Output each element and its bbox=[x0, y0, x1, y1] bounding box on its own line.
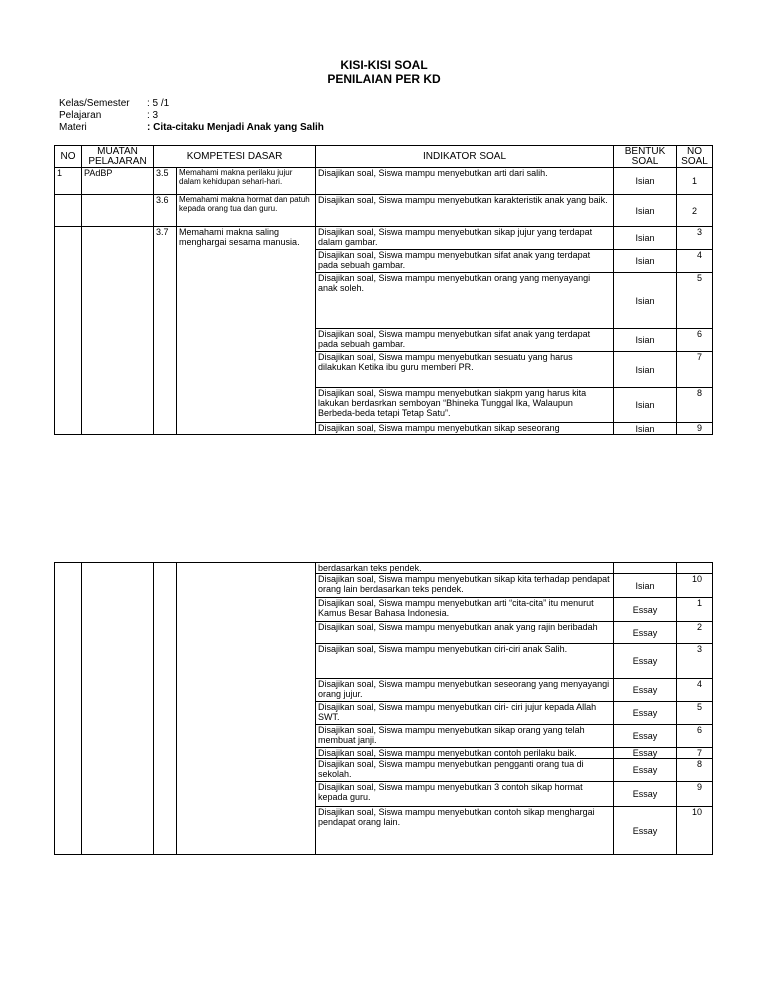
indikator-cell: Disajikan soal, Siswa mampu menyebutkan ciri- ciri jujur kepada Allah SWT. bbox=[316, 702, 614, 725]
indikator-cell: Disajikan soal, Siswa mampu menyebutkan sikap orang yang telah membuat janji. bbox=[316, 725, 614, 748]
nosoal-cell: 4 bbox=[677, 250, 713, 273]
nosoal-cell: 8 bbox=[677, 759, 713, 782]
indikator-cell: Disajikan soal, Siswa mampu menyebutkan sesuatu yang harus dilakukan Ketika ibu guru memberi PR. bbox=[316, 352, 614, 388]
nosoal-cell: 4 bbox=[677, 679, 713, 702]
kd-text bbox=[177, 563, 316, 855]
bentuk-cell: Essay bbox=[614, 622, 677, 644]
bentuk-cell: Essay bbox=[614, 598, 677, 622]
bentuk-cell bbox=[614, 563, 677, 574]
kd-text: Memahami makna saling menghargai sesama manusia. bbox=[177, 227, 316, 435]
table-row bbox=[55, 168, 713, 195]
meta-label: Materi bbox=[59, 122, 87, 133]
bentuk-cell: Essay bbox=[614, 679, 677, 702]
nosoal-cell: 6 bbox=[677, 329, 713, 352]
bentuk-cell: Isian bbox=[614, 168, 677, 195]
meta-label: Pelajaran bbox=[59, 110, 102, 121]
header-kd: KOMPETESI DASAR bbox=[154, 146, 316, 168]
bentuk-cell: Essay bbox=[614, 759, 677, 782]
indikator-cell: Disajikan soal, Siswa mampu menyebutkan arti “cita-cita” itu menurut Kamus Besar Bahasa Indonesia. bbox=[316, 598, 614, 622]
nosoal-cell: 7 bbox=[677, 748, 713, 759]
nosoal-cell: 3 bbox=[677, 227, 713, 250]
table-row bbox=[55, 563, 713, 574]
kd-code: 3.6 bbox=[154, 195, 177, 227]
indikator-cell: Disajikan soal, Siswa mampu menyebutkan contoh sikap menghargai pendapat orang lain. bbox=[316, 807, 614, 855]
row-muatan bbox=[82, 227, 154, 435]
kisi-table-page2 bbox=[54, 562, 713, 855]
bentuk-cell: Isian bbox=[614, 329, 677, 352]
header-nosoal: NO SOAL bbox=[677, 146, 713, 168]
bentuk-cell: Essay bbox=[614, 748, 677, 759]
nosoal-cell: 5 bbox=[677, 702, 713, 725]
row-no: 1 bbox=[55, 168, 82, 195]
indikator-cell: Disajikan soal, Siswa mampu menyebutkan sikap kita terhadap pendapat orang lain berdasarkan teks pendek. bbox=[316, 574, 614, 598]
nosoal-cell: 9 bbox=[677, 423, 713, 435]
indikator-cell: Disajikan soal, Siswa mampu menyebutkan seseorang yang menyayangi orang jujur. bbox=[316, 679, 614, 702]
indikator-cell: Disajikan soal, Siswa mampu menyebutkan sifat anak yang terdapat pada sebuah gambar. bbox=[316, 250, 614, 273]
nosoal-cell: 9 bbox=[677, 782, 713, 807]
indikator-cell: Disajikan soal, Siswa mampu menyebutkan karakteristik anak yang baik. bbox=[316, 195, 614, 227]
nosoal-cell: 10 bbox=[677, 807, 713, 855]
indikator-cell: Disajikan soal, Siswa mampu menyebutkan ciri-ciri anak Salih. bbox=[316, 644, 614, 679]
bentuk-cell: Isian bbox=[614, 423, 677, 435]
nosoal-cell: 2 bbox=[677, 622, 713, 644]
meta-value: : 5 /1 bbox=[147, 98, 170, 109]
header-bentuk: BENTUK SOAL bbox=[614, 146, 677, 168]
nosoal-cell: 6 bbox=[677, 725, 713, 748]
row-muatan bbox=[82, 195, 154, 227]
table-header-row bbox=[55, 146, 713, 168]
indikator-cell: Disajikan soal, Siswa mampu menyebutkan contoh perilaku baik. bbox=[316, 748, 614, 759]
bentuk-cell: Isian bbox=[614, 574, 677, 598]
indikator-cell: Disajikan soal, Siswa mampu menyebutkan 3 contoh sikap hormat kepada guru. bbox=[316, 782, 614, 807]
kd-code bbox=[154, 563, 177, 855]
indikator-cell: Disajikan soal, Siswa mampu menyebutkan orang yang menyayangi anak soleh. bbox=[316, 273, 614, 329]
row-muatan: PAdBP bbox=[82, 168, 154, 195]
bentuk-cell: Isian bbox=[614, 227, 677, 250]
nosoal-cell: 10 bbox=[677, 574, 713, 598]
bentuk-cell: Isian bbox=[614, 352, 677, 388]
nosoal-cell: 1 bbox=[677, 598, 713, 622]
indikator-cell: Disajikan soal, Siswa mampu menyebutkan pengganti orang tua di sekolah. bbox=[316, 759, 614, 782]
header-muatan: MUATAN PELAJARAN bbox=[82, 146, 154, 168]
table-row bbox=[55, 195, 713, 227]
doc-title: KISI-KISI SOAL bbox=[340, 58, 428, 72]
meta-value: : 3 bbox=[147, 110, 159, 121]
row-no bbox=[55, 563, 82, 855]
bentuk-cell: Isian bbox=[614, 388, 677, 423]
nosoal-cell: 1 bbox=[677, 168, 713, 195]
header-no: NO bbox=[55, 146, 82, 168]
kd-text: Memahami makna perilaku jujur dalam kehidupan sehari-hari. bbox=[177, 168, 316, 195]
bentuk-cell: Essay bbox=[614, 807, 677, 855]
nosoal-cell: 7 bbox=[677, 352, 713, 388]
bentuk-cell: Isian bbox=[614, 250, 677, 273]
bentuk-cell: Essay bbox=[614, 702, 677, 725]
header-indikator: INDIKATOR SOAL bbox=[316, 146, 614, 168]
indikator-cell: Disajikan soal, Siswa mampu menyebutkan sikap jujur yang terdapat dalam gambar. bbox=[316, 227, 614, 250]
indikator-cell: Disajikan soal, Siswa mampu menyebutkan sikap seseorang bbox=[316, 423, 614, 435]
bentuk-cell: Essay bbox=[614, 725, 677, 748]
bentuk-cell: Isian bbox=[614, 273, 677, 329]
bentuk-cell: Essay bbox=[614, 782, 677, 807]
nosoal-cell: 2 bbox=[677, 195, 713, 227]
meta-label: Kelas/Semester bbox=[59, 98, 130, 109]
indikator-cell: Disajikan soal, Siswa mampu menyebutkan arti dari salih. bbox=[316, 168, 614, 195]
nosoal-cell: 5 bbox=[677, 273, 713, 329]
indikator-cell: Disajikan soal, Siswa mampu menyebutkan siakpm yang harus kita lakukan berdasrkan semboyan “Bhineka Tunggal Ika, Walaupun Berbeda-beda tetapi Tetap Satu”. bbox=[316, 388, 614, 423]
indikator-cell: Disajikan soal, Siswa mampu menyebutkan sifat anak yang terdapat pada sebuah gambar. bbox=[316, 329, 614, 352]
nosoal-cell: 8 bbox=[677, 388, 713, 423]
row-muatan bbox=[82, 563, 154, 855]
table-row bbox=[55, 227, 713, 250]
kd-code: 3.5 bbox=[154, 168, 177, 195]
row-no bbox=[55, 227, 82, 435]
kd-text: Memahami makna hormat dan patuh kepada orang tua dan guru. bbox=[177, 195, 316, 227]
bentuk-cell: Isian bbox=[614, 195, 677, 227]
kd-code: 3.7 bbox=[154, 227, 177, 435]
row-no bbox=[55, 195, 82, 227]
nosoal-cell: 3 bbox=[677, 644, 713, 679]
kisi-table-page1 bbox=[54, 145, 713, 435]
indikator-cell: Disajikan soal, Siswa mampu menyebutkan anak yang rajin beribadah bbox=[316, 622, 614, 644]
doc-subtitle: PENILAIAN PER KD bbox=[327, 72, 441, 86]
nosoal-cell bbox=[677, 563, 713, 574]
bentuk-cell: Essay bbox=[614, 644, 677, 679]
meta-value: : Cita-citaku Menjadi Anak yang Salih bbox=[147, 122, 324, 133]
indikator-cell: berdasarkan teks pendek. bbox=[316, 563, 614, 574]
